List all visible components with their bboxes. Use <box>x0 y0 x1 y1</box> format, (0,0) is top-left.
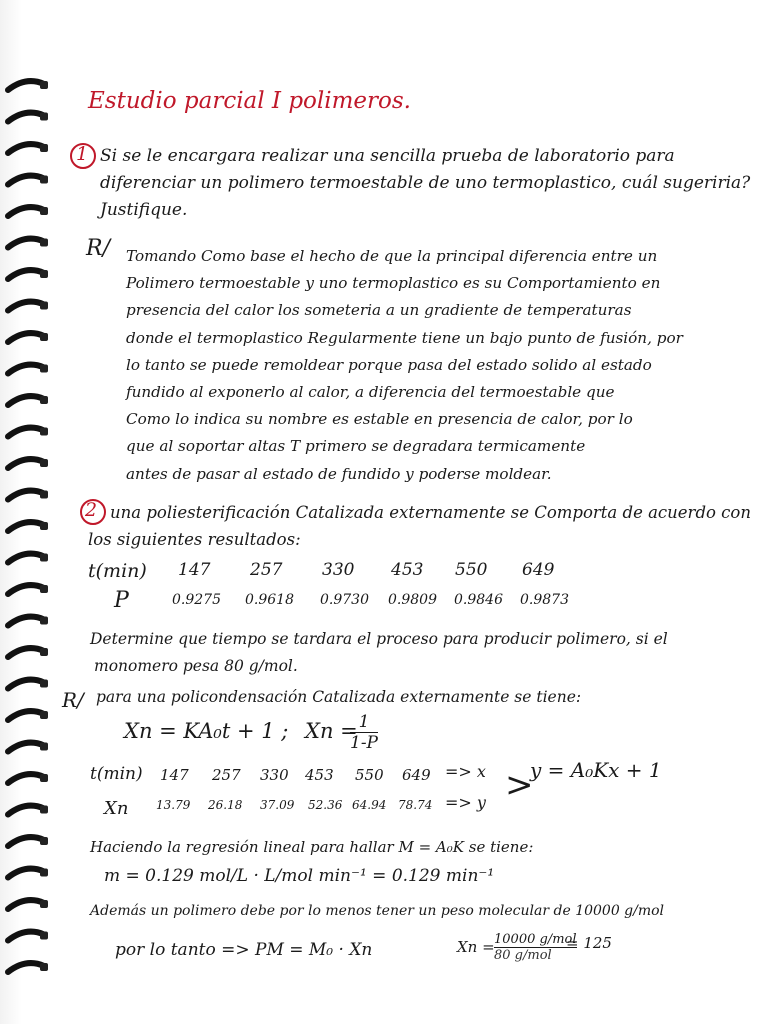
spiral-hole <box>40 459 48 467</box>
spiral-ring <box>8 900 44 909</box>
spiral-hole <box>40 680 48 688</box>
q2-line: una poliesterificación Catalizada externamente se Comporta de acuerdo con <box>110 503 751 522</box>
p-value: 0.9618 <box>245 592 294 608</box>
spiral-ring <box>8 302 44 311</box>
spiral-hole <box>40 963 48 971</box>
t-label: t(min) <box>88 560 147 582</box>
spiral-ring <box>8 365 44 374</box>
spiral-hole <box>40 648 48 656</box>
equation-xn-label: Xn = <box>305 719 358 743</box>
xn-value: 37.09 <box>260 798 295 812</box>
q1-line: Justifique. <box>100 200 188 220</box>
p-value: 0.9873 <box>520 592 569 608</box>
spiral-hole <box>40 365 48 373</box>
xn-label: Xn <box>104 798 129 819</box>
spiral-hole <box>40 837 48 845</box>
spiral-hole <box>40 743 48 751</box>
equation-fraction <box>350 712 378 753</box>
t-value-2: 453 <box>305 766 334 784</box>
p-value: 0.9275 <box>172 592 221 608</box>
linear-equation: y = A₀Kx + 1 <box>530 758 662 782</box>
t-value: 257 <box>250 560 283 580</box>
arrow-x: => x <box>445 762 486 781</box>
q1-line: Si se le encargara realizar una sencilla prueba de laboratorio para <box>100 146 675 166</box>
fraction-numerator: 1 <box>350 712 378 733</box>
spiral-hole <box>40 806 48 814</box>
spiral-ring <box>8 81 44 90</box>
spiral-hole <box>40 176 48 184</box>
spiral-hole <box>40 869 48 877</box>
xn2-result: = 125 <box>566 934 612 952</box>
t-value: 147 <box>178 560 211 580</box>
spiral-ring <box>8 743 44 752</box>
ademas-text: Además un polimero debe por lo menos tener un peso molecular de 10000 g/mol <box>90 903 665 919</box>
spiral-ring <box>8 491 44 500</box>
xn-value: 26.18 <box>208 798 243 812</box>
spiral-ring <box>8 270 44 279</box>
r1-line: que al soportar altas T primero se degradara termicamente <box>126 437 586 456</box>
xn-value: 13.79 <box>156 798 191 812</box>
equation-xn-rate: Xn = KA₀t + 1 ; <box>124 719 289 743</box>
spiral-hole <box>40 396 48 404</box>
spiral-hole <box>40 774 48 782</box>
r1-line: lo tanto se puede remoldear porque pasa del estado solido al estado <box>126 355 652 374</box>
p-value: 0.9809 <box>388 592 437 608</box>
t-value-2: 257 <box>212 766 241 784</box>
p-value: 0.9846 <box>454 592 503 608</box>
q1-line: diferenciar un polimero termoestable de uno termoplastico, cuál sugeriria? <box>100 173 751 193</box>
t-value: 453 <box>391 560 424 580</box>
t-value-2: 550 <box>355 766 384 784</box>
q2-number: 2 <box>85 499 98 521</box>
xn2-fraction <box>494 932 577 963</box>
spiral-ring <box>8 837 44 846</box>
q2-question <box>90 626 668 680</box>
spiral-ring <box>8 113 44 122</box>
q2-question-line: Determine que tiempo se tardara el proceso para producir polimero, si el <box>90 630 668 648</box>
xn2-denominator: 80 g/mol <box>494 948 552 963</box>
spiral-ring <box>8 333 44 342</box>
t-value-2: 649 <box>402 766 431 784</box>
xn-value: 64.94 <box>352 798 387 812</box>
spiral-hole <box>40 239 48 247</box>
spiral-binding <box>0 60 60 1000</box>
spiral-hole <box>40 113 48 121</box>
t-value: 550 <box>455 560 488 580</box>
q1-number: 1 <box>76 143 89 165</box>
q2-text <box>88 499 751 553</box>
spiral-ring <box>8 680 44 689</box>
spiral-ring <box>8 932 44 941</box>
spiral-ring <box>8 207 44 216</box>
arrow-y: => y <box>445 793 486 812</box>
r1-line: fundido al exponerlo al calor, a diferencia del termoestable que <box>126 383 615 402</box>
spiral-hole <box>40 900 48 908</box>
q2-question-line: monomero pesa 80 g/mol. <box>94 657 298 675</box>
r1-line: Como lo indica su nombre es estable en presencia de calor, por lo <box>126 410 633 429</box>
spiral-ring <box>8 459 44 468</box>
spiral-ring <box>8 617 44 626</box>
spiral-ring <box>8 176 44 185</box>
brace-symbol: > <box>505 765 534 805</box>
r1-text <box>126 243 683 488</box>
spiral-hole <box>40 333 48 341</box>
spiral-hole <box>40 491 48 499</box>
r2-label: R/ <box>62 688 84 712</box>
page-title: Estudio parcial I polimeros. <box>88 88 411 114</box>
q1-text <box>100 143 750 224</box>
spiral-ring <box>8 428 44 437</box>
p-value: 0.9730 <box>320 592 369 608</box>
m-equation: m = 0.129 mol/L · L/mol min⁻¹ = 0.129 min⁻¹ <box>104 866 495 886</box>
xn-value: 52.36 <box>308 798 343 812</box>
t-value-2: 330 <box>260 766 289 784</box>
spiral-hole <box>40 207 48 215</box>
spiral-ring <box>8 648 44 657</box>
spiral-ring <box>8 869 44 878</box>
r1-line: presencia del calor los someteria a un gradiente de temperaturas <box>126 301 632 320</box>
r1-line: donde el termoplastico Regularmente tiene un bajo punto de fusión, por <box>126 328 683 347</box>
r2-intro: para una policondensación Catalizada externamente se tiene: <box>96 688 582 706</box>
t-value-2: 147 <box>160 766 189 784</box>
por-lo-tanto-text: por lo tanto => PM = M₀ · Xn <box>115 940 373 960</box>
xn2-numerator: 10000 g/mol <box>494 932 577 947</box>
regression-text: Haciendo la regresión lineal para hallar M = A₀K se tiene: <box>90 838 534 856</box>
spiral-ring <box>8 522 44 531</box>
spiral-ring <box>8 711 44 720</box>
t-value: 330 <box>322 560 355 580</box>
spiral-ring <box>8 144 44 153</box>
spiral-ring <box>8 239 44 248</box>
spiral-hole <box>40 932 48 940</box>
spiral-hole <box>40 617 48 625</box>
spiral-ring <box>8 585 44 594</box>
spiral-hole <box>40 270 48 278</box>
spiral-ring <box>8 963 44 972</box>
p-label: P <box>114 588 129 613</box>
r1-line: Polimero termoestable y uno termoplastico es su Comportamiento en <box>126 274 661 293</box>
spiral-hole <box>40 302 48 310</box>
t-label-2: t(min) <box>90 764 143 784</box>
spiral-hole <box>40 144 48 152</box>
spiral-ring <box>8 554 44 563</box>
spiral-ring <box>8 774 44 783</box>
spiral-hole <box>40 522 48 530</box>
spiral-hole <box>40 554 48 562</box>
r1-line: antes de pasar al estado de fundido y poderse moldear. <box>126 464 552 483</box>
spiral-ring <box>8 806 44 815</box>
spiral-hole <box>40 585 48 593</box>
spiral-hole <box>40 428 48 436</box>
xn2-label: Xn = <box>457 938 495 956</box>
r1-line: Tomando Como base el hecho de que la principal diferencia entre un <box>126 247 658 265</box>
t-value: 649 <box>522 560 555 580</box>
xn-value: 78.74 <box>398 798 433 812</box>
q2-line: los siguientes resultados: <box>88 530 301 549</box>
spiral-hole <box>40 711 48 719</box>
r1-label: R/ <box>86 236 110 261</box>
spiral-hole <box>40 81 48 89</box>
fraction-denominator: 1-P <box>350 733 378 753</box>
spiral-ring <box>8 396 44 405</box>
